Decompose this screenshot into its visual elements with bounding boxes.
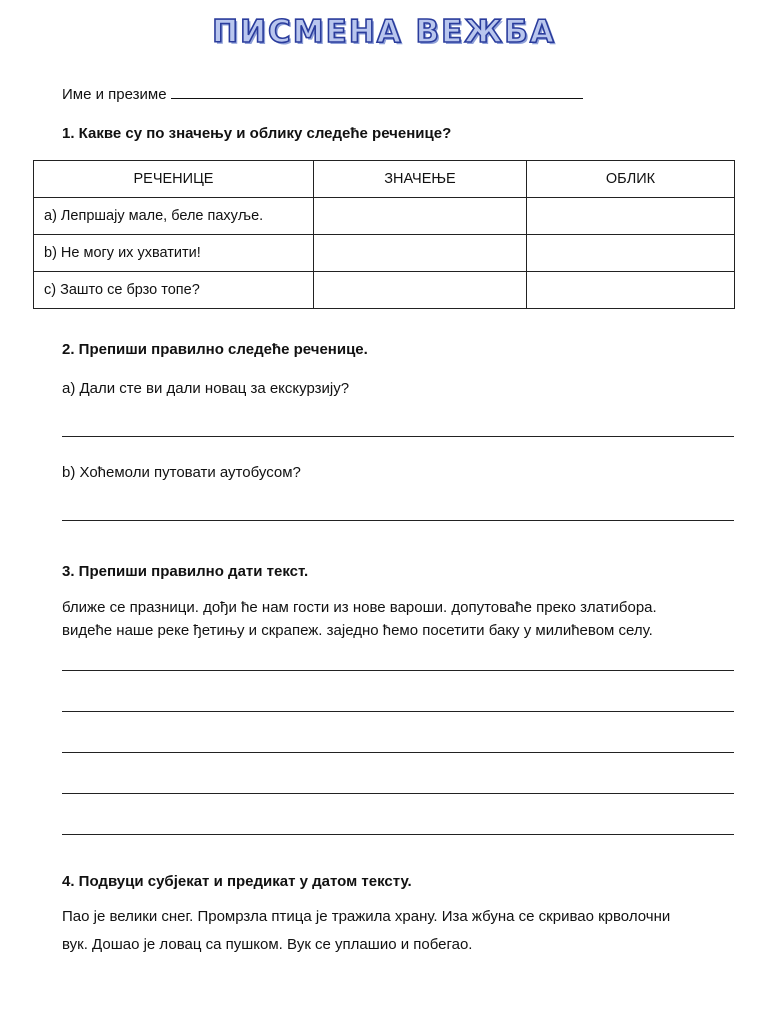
name-blank-line[interactable] xyxy=(171,84,583,99)
table-header-row xyxy=(34,161,735,198)
form-answer-cell[interactable] xyxy=(527,235,735,272)
answer-line[interactable] xyxy=(62,793,734,794)
question-2-heading: 2. Препиши правилно следеће реченице. xyxy=(62,341,368,358)
question-3-text-line: видеће наше реке ђетињу и скрапеж. заједно ћемо посетити баку у милићевом селу. xyxy=(62,622,653,639)
question-3-text-line: ближе се празници. дођи ће нам гости из нове вароши. допутоваће преко златибора. xyxy=(62,599,657,616)
question-1-heading: 1. Какве су по значењу и облику следеће реченице? xyxy=(62,125,452,142)
sentence-classification-table xyxy=(33,160,735,309)
name-field-row xyxy=(62,84,583,103)
question-2-item-b: b) Хоћемоли путовати аутобусом? xyxy=(62,464,301,481)
form-answer-cell[interactable] xyxy=(527,198,735,235)
table-row xyxy=(34,235,735,272)
answer-line[interactable] xyxy=(62,436,734,437)
table-row xyxy=(34,198,735,235)
question-4-text-line: Пао је велики снег. Промрзла птица је тражила храну. Иза жбуна се скривао крволочни xyxy=(62,908,671,925)
meaning-answer-cell[interactable] xyxy=(314,235,527,272)
table-header-sentences: РЕЧЕНИЦЕ xyxy=(34,161,314,198)
sentence-cell: c) Зашто се брзо топе? xyxy=(34,272,314,309)
question-4-heading: 4. Подвуци субјекат и предикат у датом тексту. xyxy=(62,873,412,890)
question-3-text xyxy=(62,596,752,642)
table-header-meaning: ЗНАЧЕЊЕ xyxy=(314,161,527,198)
question-4-text-line: вук. Дошао је ловац са пушком. Вук се уплашио и побегао. xyxy=(62,936,473,953)
sentence-cell: a) Лепршају мале, беле пахуље. xyxy=(34,198,314,235)
answer-line[interactable] xyxy=(62,670,734,671)
answer-line[interactable] xyxy=(62,834,734,835)
question-4-text xyxy=(62,903,752,959)
table-row xyxy=(34,272,735,309)
meaning-answer-cell[interactable] xyxy=(314,272,527,309)
meaning-answer-cell[interactable] xyxy=(314,198,527,235)
question-2-item-a: a) Дали сте ви дали новац за екскурзију? xyxy=(62,380,350,397)
table-header-form: ОБЛИК xyxy=(527,161,735,198)
answer-line[interactable] xyxy=(62,711,734,712)
answer-line[interactable] xyxy=(62,752,734,753)
question-3-heading: 3. Препиши правилно дати текст. xyxy=(62,563,309,580)
sentence-cell: b) Не могу их ухватити! xyxy=(34,235,314,272)
answer-line[interactable] xyxy=(62,520,734,521)
name-label: Име и презиме xyxy=(62,86,167,103)
worksheet-title: ПИСМЕНА ВЕЖБА xyxy=(212,14,556,50)
form-answer-cell[interactable] xyxy=(527,272,735,309)
